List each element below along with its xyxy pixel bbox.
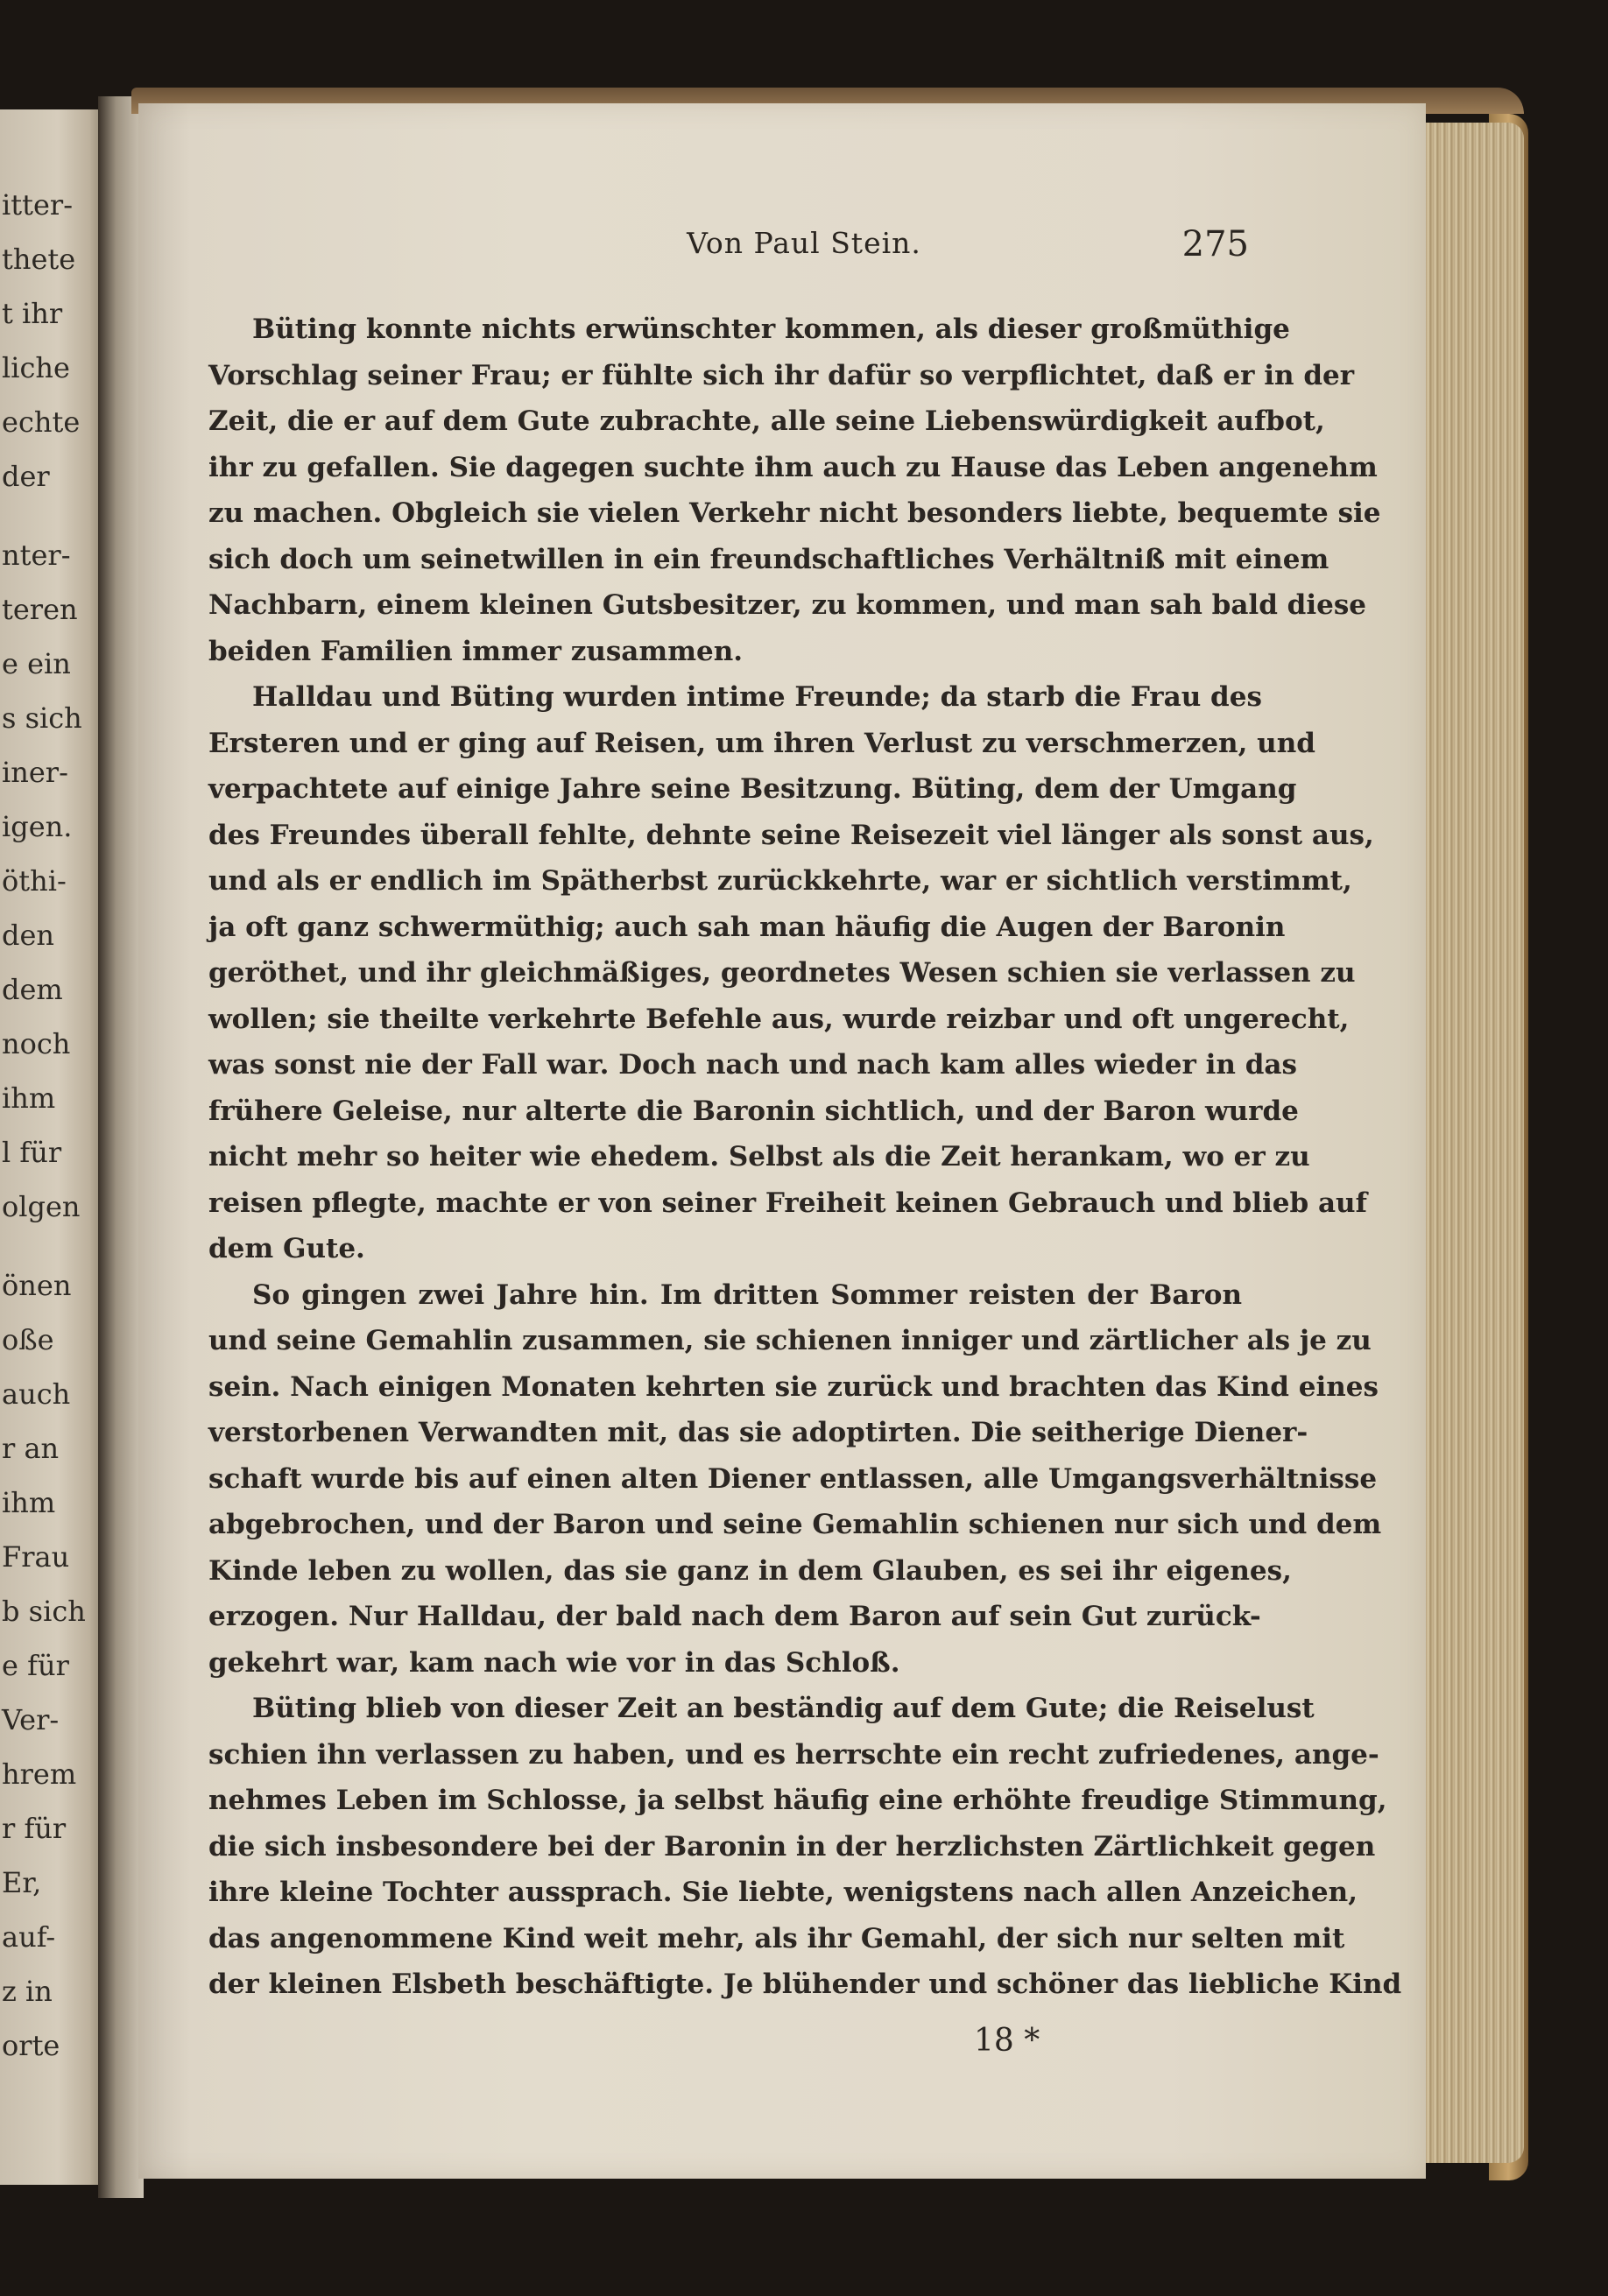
text-line: Büting blieb von dieser Zeit an beständig auf dem Gute; die Reiselust [252,1693,1315,1724]
left-page-fragment: s sich [2,701,82,735]
left-page-fragment: igen. [2,810,73,843]
body-text [208,306,1402,2008]
left-page-fragment: b sich [2,1595,86,1628]
left-page-fragment: e für [2,1649,69,1682]
left-page-fragment: ihm [2,1081,56,1115]
text-line: Vorschlag seiner Frau; er fühlte sich ihr dafür so verpflichtet, daß er in der [208,359,1355,391]
text-line: verstorbenen Verwandten mit, das sie adoptirten. Die seitherige Diener- [208,1417,1308,1448]
running-head: Von Paul Stein. [687,226,921,260]
text-line: das angenommene Kind weit mehr, als ihr Gemahl, der sich nur selten mit [208,1922,1345,1954]
left-page-fragment: olgen [2,1190,81,1223]
text-line: geröthet, und ihr gleichmäßiges, geordnetes Wesen schien sie verlassen zu [208,957,1356,989]
left-page-fragment: noch [2,1027,71,1060]
left-page-fragment: itter- [2,188,73,222]
text-line: Zeit, die er auf dem Gute zubrachte, alle seine Liebenswürdigkeit aufbot, [208,405,1325,437]
text-line: abgebrochen, und der Baron und seine Gemahlin schienen nur sich und dem [208,1509,1382,1540]
left-page-fragment: önen [2,1269,72,1302]
left-page-fragment: Er, [2,1866,42,1899]
left-page-fragment: öthi- [2,864,67,898]
text-line: zu machen. Obgleich sie vielen Verkehr nicht besonders liebte, bequemte sie [208,497,1381,529]
left-page-fragment: e ein [2,647,71,680]
left-page-fragment: l für [2,1136,62,1169]
left-page-fragment: oße [2,1323,54,1356]
text-line: nehmes Leben im Schlosse, ja selbst häufig eine erhöhte freudige Stimmung, [208,1785,1387,1816]
text-line: Ersteren und er ging auf Reisen, um ihren Verlust zu verschmerzen, und [208,727,1315,759]
text-line: was sonst nie der Fall war. Doch nach und nach kam alles wieder in das [208,1049,1297,1081]
left-page-fragment: liche [2,351,70,384]
left-page-fragment: r an [2,1432,60,1465]
text-line: des Freundes überall fehlte, dehnte seine Reisezeit viel länger als sonst aus, [208,819,1374,851]
text-line: frühere Geleise, nur alterte die Baronin sichtlich, und der Baron wurde [208,1095,1299,1127]
left-page-fragment: ihm [2,1486,56,1519]
text-line: ja oft ganz schwermüthig; auch sah man häufig die Augen der Baronin [208,911,1286,943]
text-line: und seine Gemahlin zusammen, sie schienen inniger und zärtlicher als je zu [208,1325,1372,1356]
text-line: Büting konnte nichts erwünschter kommen, als dieser großmüthige [252,313,1290,345]
text-line: nicht mehr so heiter wie ehedem. Selbst als die Zeit herankam, wo er zu [208,1141,1310,1173]
text-line: Nachbarn, einem kleinen Gutsbesitzer, zu kommen, und man sah bald diese [208,589,1367,621]
previous-page [0,109,105,2185]
left-page-fragment: auf- [2,1920,56,1954]
text-line: die sich insbesondere bei der Baronin in der herzlichsten Zärtlichkeit gegen [208,1830,1376,1863]
page-stack-edge [1419,123,1524,2163]
left-page-fragment: orte [2,2029,60,2062]
text-line: reisen pflegte, machte er von seiner Freiheit keinen Gebrauch und blieb auf [208,1187,1367,1219]
book-gutter [98,96,144,2198]
text-line: So gingen zwei Jahre hin. Im dritten Sommer reisten der Baron [252,1278,1242,1311]
text-line: der kleinen Elsbeth beschäftigte. Je blühender und schöner das liebliche Kind [208,1969,1402,2000]
left-page-fragment: dem [2,973,63,1006]
text-line: erzogen. Nur Halldau, der bald nach dem Baron auf sein Gut zurück- [208,1601,1261,1632]
left-page-fragment: den [2,919,55,952]
text-line: sein. Nach einigen Monaten kehrten sie zurück und brachten das Kind eines [208,1370,1379,1403]
left-page-fragment: iner- [2,756,68,789]
left-page-fragment: auch [2,1377,71,1411]
left-page-fragment: Ver- [2,1703,60,1736]
text-line: beiden Familien immer zusammen. [208,635,744,667]
left-page-fragment: teren [2,593,78,626]
text-line: ihre kleine Tochter aussprach. Sie liebte, wenigstens nach allen Anzeichen, [208,1877,1358,1908]
text-line: Halldau und Büting wurden intime Freunde; da starb die Frau des [252,681,1262,713]
text-line: verpachtete auf einige Jahre seine Besitzung. Büting, dem der Umgang [208,773,1297,805]
left-page-fragment: t ihr [2,297,63,330]
text-line: Kinde leben zu wollen, das sie ganz in dem Glauben, es sei ihr eigenes, [208,1554,1292,1587]
left-page-fragment: thete [2,243,76,276]
left-page-fragment: nter- [2,539,71,572]
text-line: und als er endlich im Spätherbst zurückkehrte, war er sichtlich verstimmt, [208,865,1352,897]
left-page-fragment: der [2,460,50,493]
text-line: sich doch um seinetwillen in ein freundschaftliches Verhältniß mit einem [208,543,1329,575]
text-line: wollen; sie theilte verkehrte Befehle aus, wurde reizbar und oft ungerecht, [208,1003,1350,1035]
text-line: dem Gute. [208,1233,365,1264]
left-page-fragment: r für [2,1812,67,1845]
left-page-fragment: echte [2,405,81,439]
left-page-fragment: hrem [2,1757,77,1791]
signature-mark: 18 * [974,2023,1040,2059]
left-page-fragment: Frau [2,1540,70,1574]
page-number: 275 [1181,224,1249,264]
left-page-fragment: z in [2,1975,53,2008]
text-line: ihr zu gefallen. Sie dagegen suchte ihm auch zu Hause das Leben angenehm [208,451,1378,483]
text-line: schien ihn verlassen zu haben, und es herrschte ein recht zufriedenes, ange- [208,1738,1379,1771]
text-line: schaft wurde bis auf einen alten Diener entlassen, alle Umgangsverhältnisse [208,1462,1378,1495]
text-line: gekehrt war, kam nach wie vor in das Schloß. [208,1646,900,1679]
